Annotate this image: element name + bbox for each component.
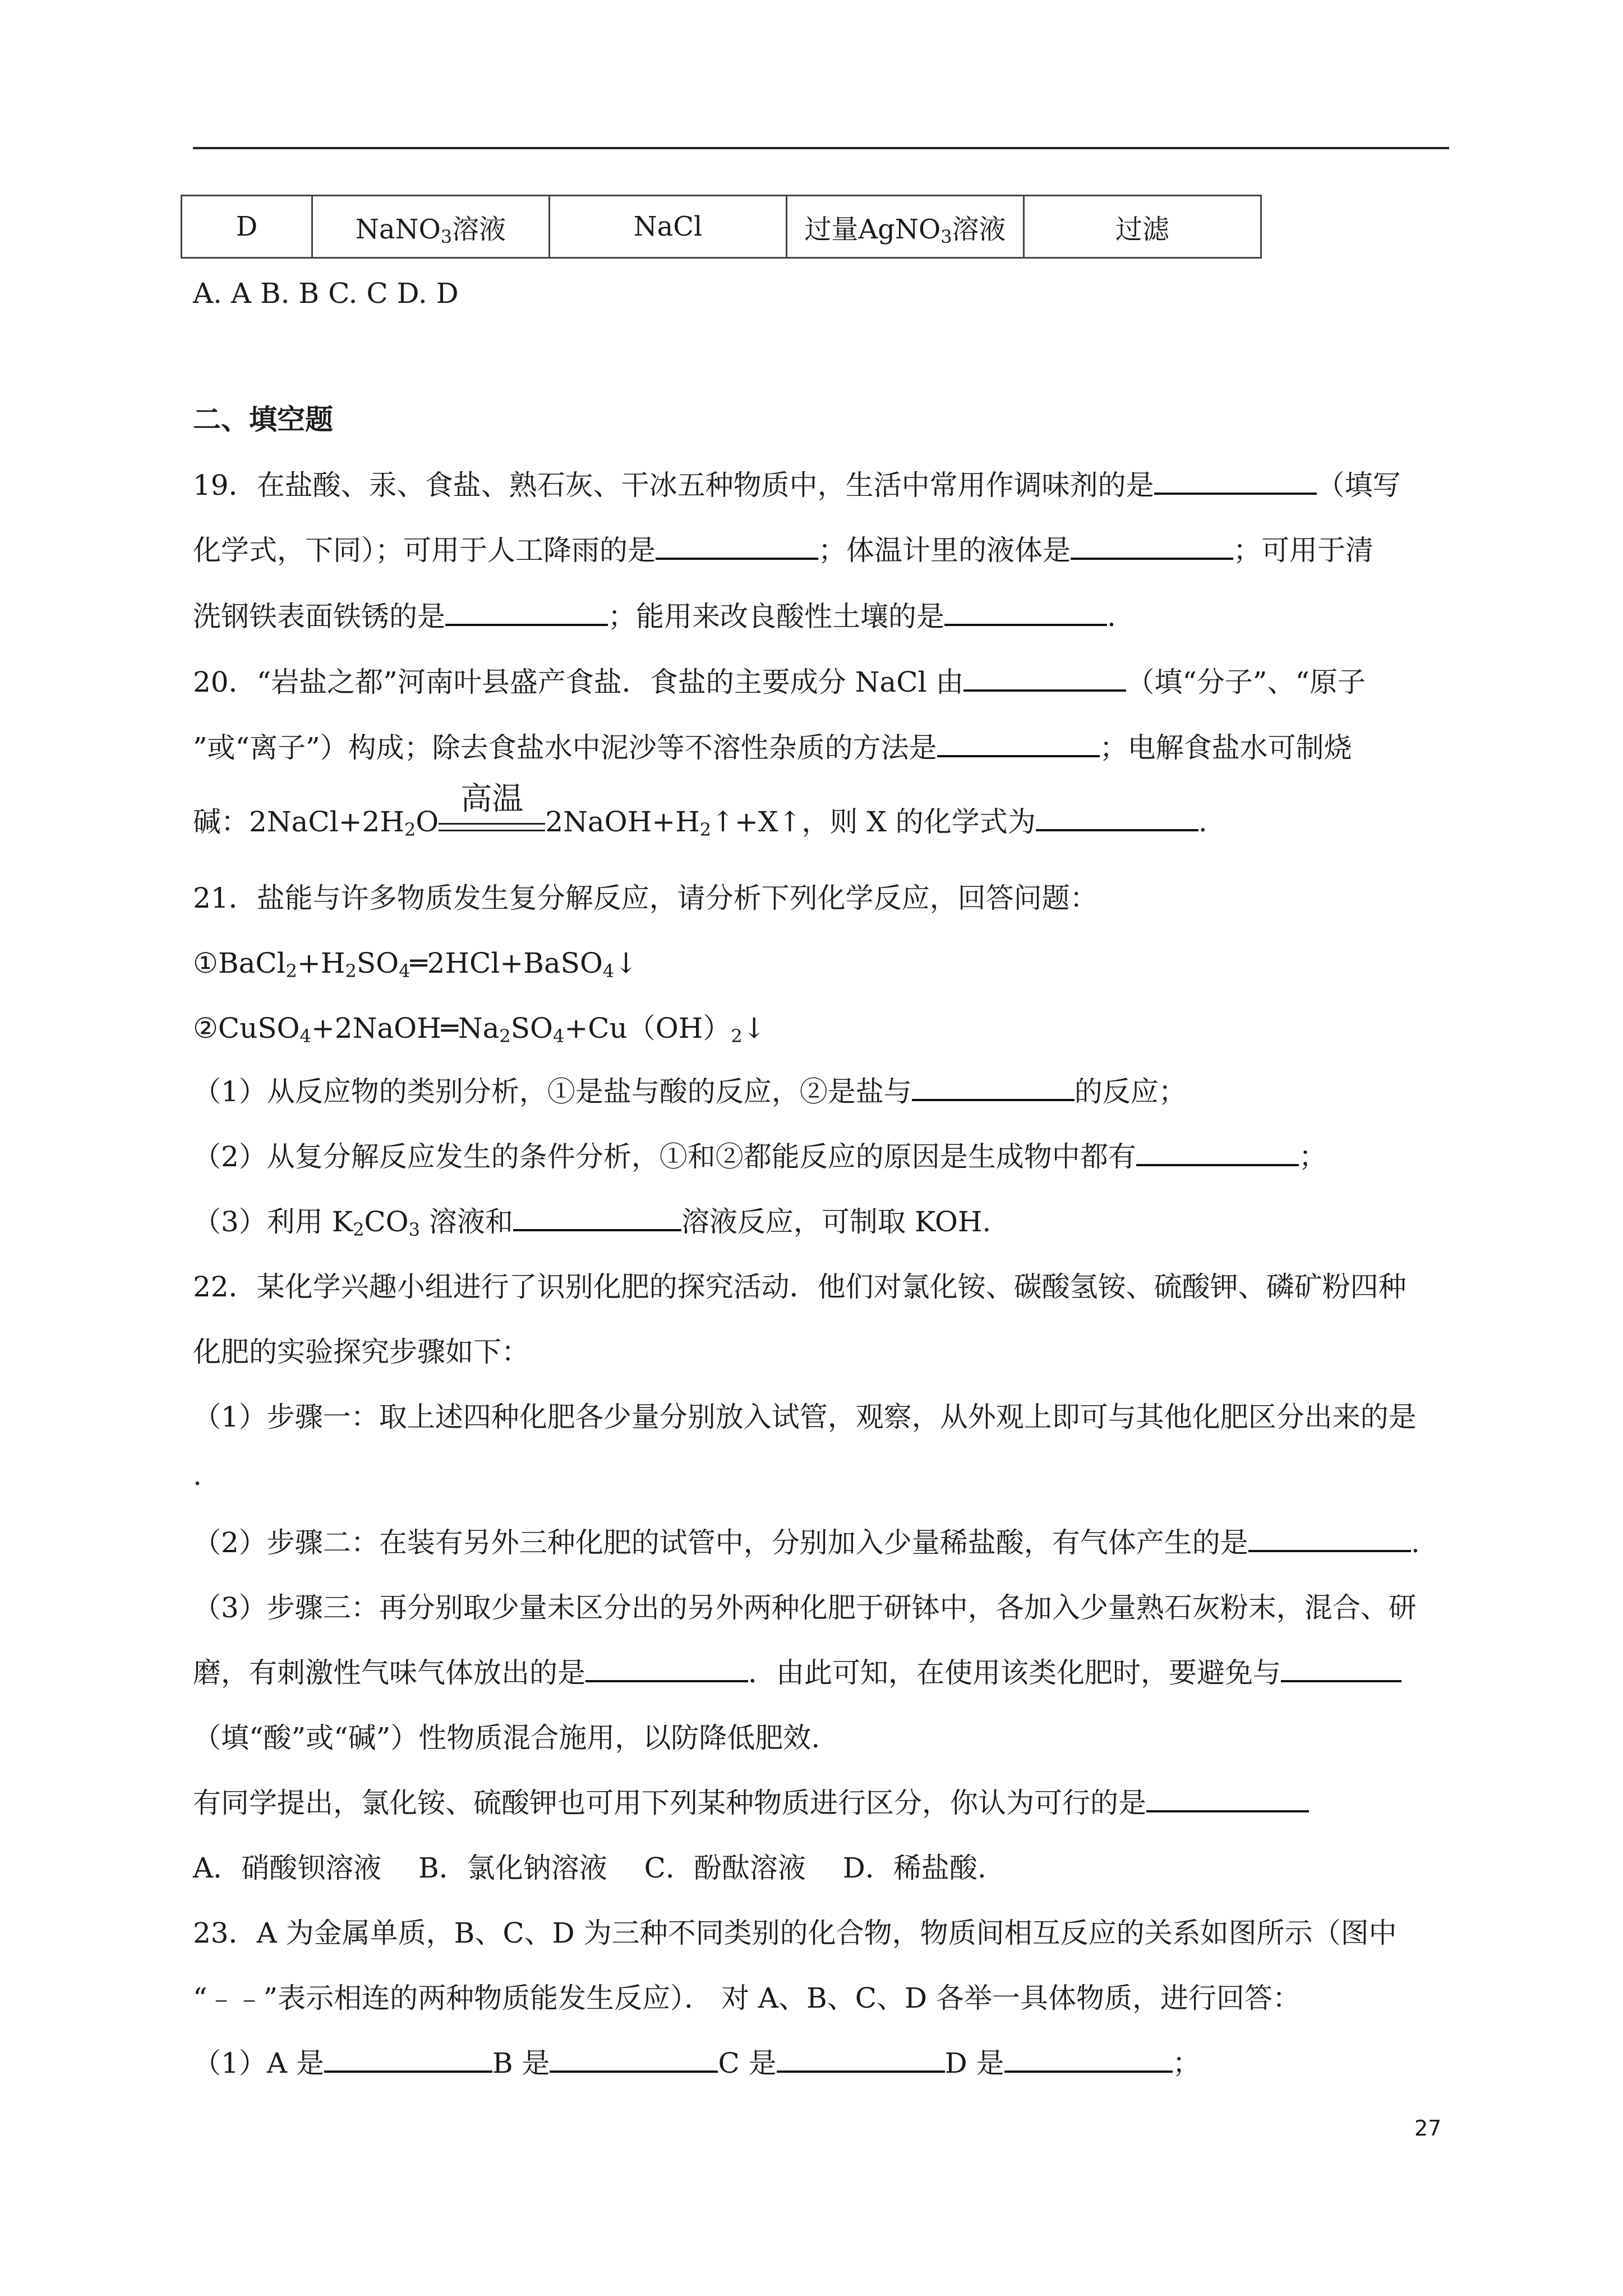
answer-blank[interactable] — [513, 1207, 681, 1231]
answer-blank[interactable] — [324, 2048, 492, 2073]
answer-blank[interactable] — [1281, 1658, 1401, 1682]
q22-step2: （2）步骤二：在装有另外三种化肥的试管中，分别加入少量稀盐酸，有气体产生的是 . — [193, 1526, 1420, 1559]
q23-line3: （1）A 是 B 是 C 是 D 是 ； — [193, 2047, 1201, 2079]
q21-equation-2: $②CuSO_4+2NaOH═Na_2SO_4+Cu(OH)_2↓$ — [193, 1012, 766, 1047]
q22-step1: （1）步骤一：取上述四种化肥各少量分别放入试管，观察，从外观上即可与其他化肥区分出来的是 — [193, 1401, 1417, 1433]
answer-blank[interactable] — [1146, 1788, 1309, 1812]
q22-step3-line2: 磨，有刺激性气味气体放出的是 ．由此可知，在使用该类化肥时，要避免与 — [193, 1653, 1401, 1693]
answer-blank[interactable] — [1036, 807, 1198, 831]
section-title: 二、填空题 — [193, 403, 333, 436]
reaction-condition: 高温 — [439, 802, 545, 842]
answer-blank[interactable] — [550, 2048, 718, 2073]
q22-step4: 有同学提出，氯化铵、硫酸钾也可用下列某种物质进行区分，你认为可行的是 — [193, 1783, 1309, 1823]
answer-blank[interactable] — [656, 535, 818, 560]
q18-options: A. A B. B C. C D. D — [193, 277, 459, 310]
q22-options: A．硝酸钡溶液 B．氯化钠溶液 C．酚酞溶液 D．稀盐酸. — [193, 1852, 986, 1884]
answer-blank[interactable] — [937, 733, 1100, 757]
q22-step3-line3: （填“酸”或“碱”）性物质混合施用，以防降低肥效. — [193, 1722, 820, 1754]
answer-blank[interactable] — [445, 601, 608, 626]
answer-blank[interactable] — [585, 1658, 748, 1682]
answer-blank[interactable] — [912, 1076, 1075, 1101]
options-table — [181, 195, 1262, 259]
answer-blank[interactable] — [1136, 1142, 1299, 1166]
answer-blank[interactable] — [1248, 1527, 1411, 1552]
answer-blank[interactable] — [963, 667, 1126, 692]
q22-step1-end: . — [193, 1459, 202, 1492]
q21-part2: （2）从复分解反应发生的条件分析，①和②都能反应的原因是生成物中都有 ； — [193, 1140, 1327, 1173]
q21-part3: （3）利用 $K_2CO_3$ 溶液和 溶液反应，可制取 KOH. — [193, 1205, 992, 1240]
q21-part1: （1）从反应物的类别分析，①是盐与酸的反应，②是盐与 的反应； — [193, 1075, 1187, 1108]
q22-step3: （3）步骤三：再分别取少量未区分出的另外两种化肥于研钵中，各加入少量熟石灰粉末，混合、研 — [193, 1591, 1417, 1624]
q23-line2: “﹣﹣”表示相连的两种物质能发生反应）． 对 A、B、C、D 各举一具体物质，进行回答： — [193, 1982, 1301, 2014]
q19-line1: 19．在盐酸、汞、食盐、熟石灰、干冰五种物质中，生活中常用作调味剂的是 （填写 — [193, 469, 1401, 501]
q22-line2: 化肥的实验探究步骤如下： — [193, 1336, 529, 1368]
q20-line2: ”或“离子”）构成；除去食盐水中泥沙等不溶性杂质的方法是 ；电解食盐水可制烧 — [193, 731, 1352, 764]
table-cell: D — [182, 196, 312, 258]
table-cell: NaNO$_3$溶液 — [312, 196, 550, 258]
q21-intro: 21．盐能与许多物质发生复分解反应，请分析下列化学反应，回答问题： — [193, 882, 1098, 914]
q23-line1: 23．A 为金属单质，B、C、D 为三种不同类别的化合物，物质间相互反应的关系如图所示（图中 — [193, 1917, 1397, 1949]
table-row — [182, 196, 1261, 258]
answer-blank[interactable] — [1004, 2048, 1173, 2073]
header-rule — [193, 147, 1449, 149]
q19-line3: 洗钢铁表面铁锈的是 ；能用来改良酸性土壤的是 . — [193, 600, 1116, 633]
table-cell: NaCl — [550, 196, 787, 258]
q22-line1: 22．某化学兴趣小组进行了识别化肥的探究活动．他们对氯化铵、碳酸氢铵、硫酸钾、磷矿粉四种 — [193, 1271, 1407, 1303]
q20-line1: 20．“岩盐之都”河南叶县盛产食盐．食盐的主要成分 NaCl 由 （填“分子”、“原子 — [193, 666, 1366, 698]
q21-equation-1: $①BaCl_2+H_2SO_4═2HCl+BaSO_4↓$ — [193, 947, 638, 982]
q19-line2: 化学式，下同）；可用于人工降雨的是 ；体温计里的液体是 ；可用于清 — [193, 534, 1373, 567]
table-cell: 过量AgNO$_3$溶液 — [787, 196, 1024, 258]
table-cell: 过滤 — [1024, 196, 1261, 258]
answer-blank[interactable] — [1154, 470, 1317, 495]
answer-blank[interactable] — [1071, 535, 1233, 560]
q20-line3: 碱：$2NaCl+2H_2O$ 高温 $2NaOH+H_2↑+X↑$，则 X 的化学式为 . — [193, 802, 1207, 842]
page-number: 27 — [1414, 2116, 1442, 2141]
answer-blank[interactable] — [944, 601, 1107, 626]
answer-blank[interactable] — [777, 2048, 945, 2073]
